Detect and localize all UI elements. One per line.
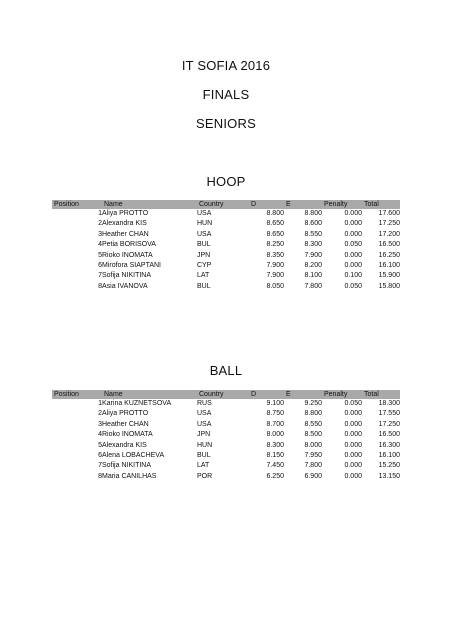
cell-d-score: 8.050 — [266, 282, 284, 290]
cell-position: 5 — [98, 251, 102, 259]
column-header-e: E — [286, 201, 291, 208]
cell-penalty: 0.000 — [344, 462, 362, 470]
cell-total: 15.800 — [378, 282, 400, 290]
table-row — [52, 240, 400, 250]
column-header-name: Name — [104, 201, 123, 208]
cell-d-score: 8.250 — [266, 241, 284, 249]
cell-position: 4 — [98, 241, 102, 249]
column-header-penalty: Penalty — [324, 201, 348, 208]
column-header-total: Total — [364, 391, 379, 398]
table-row — [52, 271, 400, 281]
cell-position: 5 — [98, 441, 102, 449]
cell-total: 17.250 — [378, 220, 400, 228]
cell-country: LAT — [197, 462, 210, 470]
cell-country: USA — [197, 420, 212, 428]
cell-name: Petia BORISOVA — [102, 241, 156, 249]
cell-name: Rioko INOMATA — [102, 431, 153, 439]
cell-country: JPN — [197, 251, 211, 259]
cell-name: Heather CHAN — [102, 230, 149, 238]
cell-country: POR — [197, 472, 213, 480]
cell-e-score: 7.800 — [304, 282, 322, 290]
column-header-country: Country — [199, 201, 224, 208]
cell-total: 13.150 — [378, 472, 400, 480]
cell-e-score: 6.900 — [304, 472, 322, 480]
cell-total: 15.900 — [378, 272, 400, 280]
cell-penalty: 0.050 — [344, 282, 362, 290]
cell-name: Mirofora SIAPTANI — [102, 262, 161, 270]
table-row — [52, 251, 400, 261]
cell-d-score: 8.000 — [266, 431, 284, 439]
cell-e-score: 8.500 — [304, 431, 322, 439]
cell-d-score: 8.300 — [266, 441, 284, 449]
section-title-ball: BALL — [209, 363, 243, 378]
cell-position: 8 — [98, 282, 102, 290]
cell-penalty: 0.000 — [344, 262, 362, 270]
column-header-d: D — [251, 201, 257, 208]
cell-e-score: 8.550 — [304, 230, 322, 238]
cell-position: 6 — [98, 452, 102, 460]
table-row — [52, 430, 400, 440]
table-row — [52, 472, 400, 482]
cell-d-score: 8.800 — [266, 210, 284, 217]
cell-country: HUN — [197, 220, 213, 228]
cell-position: 3 — [98, 230, 102, 238]
cell-name: Asia IVANOVA — [102, 282, 148, 290]
cell-penalty: 0.000 — [344, 251, 362, 259]
column-header-name: Name — [104, 391, 123, 398]
cell-total: 16.100 — [378, 262, 400, 270]
cell-total: 16.500 — [378, 241, 400, 249]
cell-total: 16.100 — [378, 452, 400, 460]
column-header-position: Position — [54, 391, 79, 398]
cell-position: 7 — [98, 462, 102, 470]
cell-penalty: 0.050 — [344, 241, 362, 249]
cell-penalty: 0.000 — [344, 230, 362, 238]
cell-penalty: 0.000 — [344, 410, 362, 418]
cell-e-score: 7.800 — [304, 462, 322, 470]
cell-d-score: 8.700 — [266, 420, 284, 428]
cell-d-score: 9.100 — [266, 400, 284, 407]
cell-penalty: 0.000 — [344, 431, 362, 439]
cell-d-score: 8.150 — [266, 452, 284, 460]
cell-country: CYP — [197, 262, 212, 270]
cell-d-score: 7.900 — [266, 272, 284, 280]
cell-country: USA — [197, 230, 212, 238]
table-row — [52, 451, 400, 461]
cell-total: 18.300 — [378, 400, 400, 407]
cell-position: 3 — [98, 420, 102, 428]
cell-name: Rioko INOMATA — [102, 251, 153, 259]
cell-e-score: 7.900 — [304, 251, 322, 259]
cell-e-score: 8.000 — [304, 441, 322, 449]
cell-total: 16.250 — [378, 251, 400, 259]
column-header-country: Country — [199, 391, 224, 398]
cell-e-score: 8.100 — [304, 272, 322, 280]
cell-penalty: 0.000 — [344, 220, 362, 228]
cell-penalty: 0.000 — [344, 472, 362, 480]
cell-e-score: 9.250 — [304, 400, 322, 407]
section-title-hoop: HOOP — [206, 174, 246, 189]
cell-d-score: 8.750 — [266, 410, 284, 418]
cell-total: 17.200 — [378, 230, 400, 238]
cell-d-score: 6.250 — [266, 472, 284, 480]
table-header-row — [52, 200, 400, 209]
cell-total: 17.250 — [378, 420, 400, 428]
cell-e-score: 8.600 — [304, 220, 322, 228]
column-header-position: Position — [54, 201, 79, 208]
cell-total: 15.250 — [378, 462, 400, 470]
cell-total: 17.600 — [378, 210, 400, 217]
cell-country: JPN — [197, 431, 211, 439]
cell-penalty: 0.050 — [344, 400, 362, 407]
column-header-total: Total — [364, 201, 379, 208]
cell-name: Maria CANILHAS — [102, 472, 157, 480]
cell-country: BUL — [197, 241, 211, 249]
cell-name: Sofija NIKITINA — [102, 272, 152, 280]
cell-country: BUL — [197, 282, 211, 290]
cell-d-score: 7.900 — [266, 262, 284, 270]
results-table-hoop — [52, 200, 400, 292]
cell-position: 1 — [98, 210, 102, 217]
cell-e-score: 8.800 — [304, 410, 322, 418]
table-row — [52, 209, 400, 219]
cell-name: Alexandra KIS — [102, 220, 147, 228]
table-row — [52, 399, 400, 409]
cell-d-score: 8.650 — [266, 220, 284, 228]
cell-e-score: 8.300 — [304, 241, 322, 249]
cell-penalty: 0.000 — [344, 210, 362, 217]
cell-penalty: 0.000 — [344, 441, 362, 449]
cell-name: Heather CHAN — [102, 420, 149, 428]
cell-position: 8 — [98, 472, 102, 480]
table-row — [52, 461, 400, 471]
cell-e-score: 8.550 — [304, 420, 322, 428]
cell-total: 17.550 — [378, 410, 400, 418]
cell-name: Aliya PROTTO — [102, 410, 149, 418]
cell-position: 4 — [98, 431, 102, 439]
cell-position: 2 — [98, 410, 102, 418]
cell-name: Alena LOBACHEVA — [102, 452, 165, 460]
cell-e-score: 8.800 — [304, 210, 322, 217]
cell-position: 1 — [98, 400, 102, 407]
column-header-d: D — [251, 391, 257, 398]
cell-position: 2 — [98, 220, 102, 228]
cell-name: Sofija NIKITINA — [102, 462, 152, 470]
table-row — [52, 441, 400, 451]
cell-d-score: 8.350 — [266, 251, 284, 259]
cell-d-score: 8.650 — [266, 230, 284, 238]
cell-position: 6 — [98, 262, 102, 270]
document-title: IT SOFIA 2016 — [181, 58, 271, 73]
cell-e-score: 7.950 — [304, 452, 322, 460]
cell-name: Karina KUZNETSOVA — [102, 400, 172, 407]
table-row — [52, 219, 400, 229]
cell-penalty: 0.100 — [344, 272, 362, 280]
table-row — [52, 230, 400, 240]
cell-e-score: 8.200 — [304, 262, 322, 270]
cell-position: 7 — [98, 272, 102, 280]
cell-country: HUN — [197, 441, 213, 449]
cell-name: Aliya PROTTO — [102, 210, 149, 217]
round-title: FINALS — [202, 87, 250, 102]
column-header-penalty: Penalty — [324, 391, 348, 398]
table-row — [52, 261, 400, 271]
cell-d-score: 7.450 — [266, 462, 284, 470]
cell-penalty: 0.000 — [344, 452, 362, 460]
category-title: SENIORS — [196, 116, 256, 131]
table-row — [52, 420, 400, 430]
cell-country: LAT — [197, 272, 210, 280]
cell-country: RUS — [197, 400, 212, 407]
cell-total: 16.300 — [378, 441, 400, 449]
results-table-ball — [52, 390, 400, 482]
table-row — [52, 282, 400, 292]
cell-country: BUL — [197, 452, 211, 460]
cell-name: Alexandra KIS — [102, 441, 147, 449]
column-header-e: E — [286, 391, 291, 398]
table-header-row — [52, 390, 400, 399]
table-row — [52, 409, 400, 419]
cell-total: 16.500 — [378, 431, 400, 439]
cell-country: USA — [197, 410, 212, 418]
cell-country: USA — [197, 210, 212, 217]
cell-penalty: 0.000 — [344, 420, 362, 428]
